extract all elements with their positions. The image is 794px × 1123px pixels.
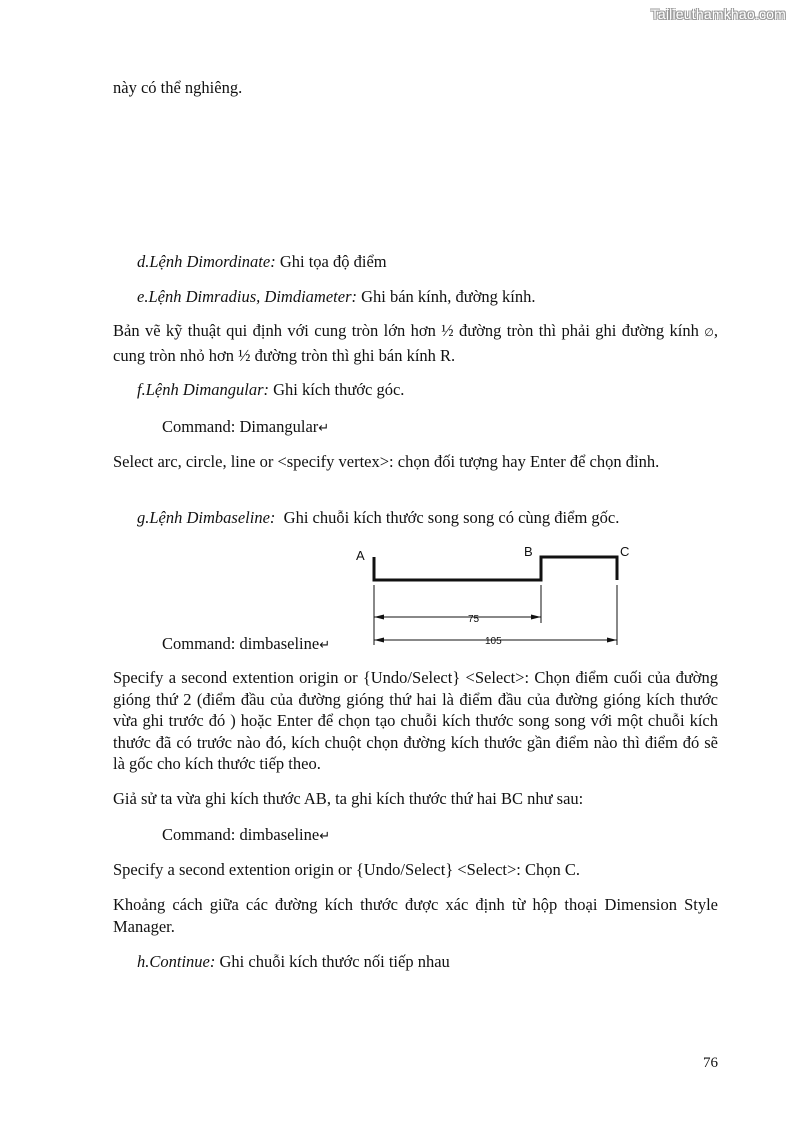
section-e-heading: e.Lệnh Dimradius, Dimdiameter: [137,287,357,306]
g-command-2: Command: dimbaseline [162,825,320,844]
e-para-part-1: Bản vẽ kỹ thuật qui định với cung tròn lớn hơn ½ đường tròn thì phải ghi đường kính [113,321,705,340]
enter-key-icon: ↵ [318,421,330,436]
watermark: Tailieuthamkhao.com [650,6,786,22]
arrow-ab-left [374,615,384,620]
dimension-text-ab: 75 [468,614,480,625]
diameter-symbol-icon: ∅ [704,327,714,339]
section-d-heading: d.Lệnh Dimordinate: [137,252,276,271]
point-c-label: C [620,544,630,559]
g-command-line-2 [162,824,717,848]
section-f-paragraph: Select arc, circle, line or <specify vertex>: chọn đối tượng hay Enter để chọn đỉnh. [113,452,660,471]
e-para-part-2: , cung tròn nhỏ hơn ½ đường tròn thì ghi bán kính R. [113,321,718,365]
section-g-paragraph-3: Specify a second extention origin or {Undo/Select} <Select>: Chọn C. [113,860,581,879]
page-number: 76 [703,1055,718,1071]
section-g-text: Ghi chuỗi kích thước song song có cùng điểm gốc. [275,508,620,527]
section-g-paragraph-1: Specify a second extention origin or {Undo/Select} <Select>: Chọn điểm cuối của đường gióng thứ 2 (điểm đầu của đường gióng thứ hai là điểm đầu của đường gióng kích thước vừa ghi trước đó ) hoặc Enter để chọn tạo chuỗi kích thước song song với một chuỗi kích thước đã có trước nào đó, kích chuột chọn đường kích thước gần điểm nào thì điểm đó sẽ là gốc cho kích thước tiếp theo. [113,668,718,773]
g-command-line-1 [162,633,717,657]
section-h-heading: h.Continue: [137,952,216,971]
section-h [137,951,717,973]
section-d [137,251,717,273]
section-d-text: Ghi tọa độ điểm [275,252,387,271]
g-command-1: Command: dimbaseline [162,634,320,653]
section-g-paragraph-2: Giả sử ta vừa ghi kích thước AB, ta ghi kích thước thứ hai BC như sau: [113,789,584,808]
section-e [137,286,717,308]
section-f-heading: f.Lệnh Dimangular: [137,380,269,399]
enter-key-icon: ↵ [319,829,331,844]
section-g [137,507,717,529]
section-e-text: Ghi bán kính, đường kính. [356,287,536,306]
section-f-text: Ghi kích thước góc. [269,380,405,399]
enter-key-icon: ↵ [319,638,331,653]
dimbaseline-diagram [352,541,638,647]
point-a-label: A [356,548,365,563]
section-h-text: Ghi chuỗi kích thước nối tiếp nhau [215,952,450,971]
point-b-label: B [524,544,533,559]
section-f [137,379,717,401]
arrow-ab-right [531,615,541,620]
f-command-line [162,416,717,440]
section-g-paragraph-4: Khoảng cách giữa các đường kích thước được xác định từ hộp thoại Dimension Style Manager. [113,895,718,936]
dimension-text-ac: 105 [485,636,502,647]
section-e-paragraph [113,320,718,366]
section-g-heading: g.Lệnh Dimbaseline: [137,508,276,527]
f-command: Command: Dimangular [162,417,319,436]
profile-outline [374,557,617,580]
intro-line: này có thể nghiêng. [113,78,243,97]
